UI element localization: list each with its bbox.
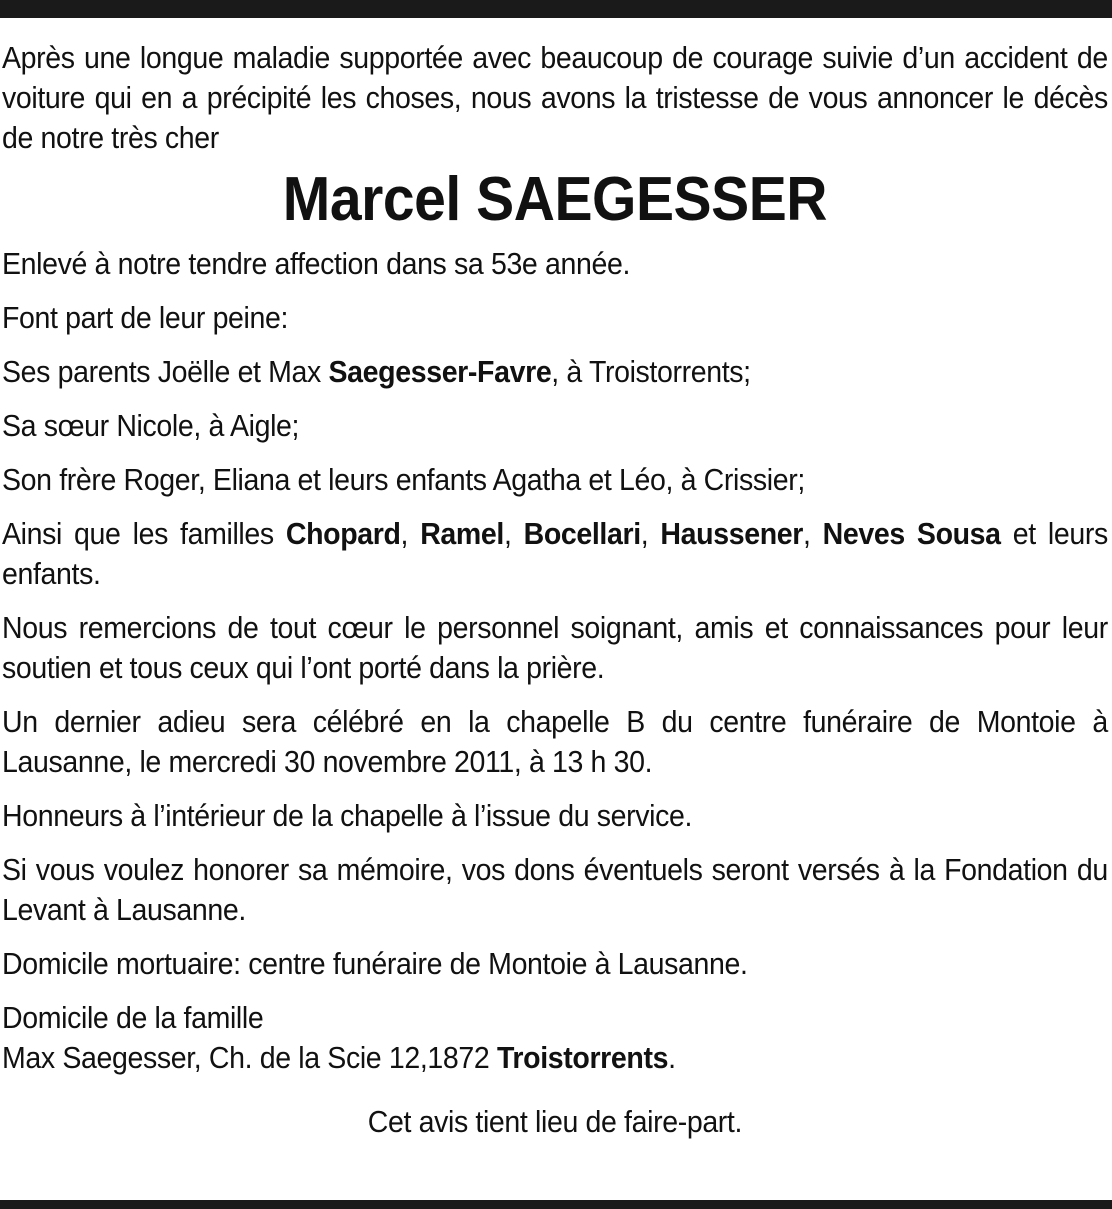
obituary-notice xyxy=(2,38,1108,1156)
family-home-suffix: . xyxy=(668,1040,676,1075)
closing-line: Cet avis tient lieu de faire-part. xyxy=(367,1104,743,1139)
family-separator: , xyxy=(802,516,823,551)
family-name: Ramel xyxy=(420,516,504,551)
bottom-rule xyxy=(0,1200,1112,1209)
family-home-address: Max Saegesser, Ch. de la Scie 12,1872 xyxy=(2,1040,497,1075)
family-home-town: Troistorrents xyxy=(496,1040,669,1075)
intro-paragraph: Après une longue maladie supportée avec beaucoup de courage suivie d’un accident de voiture qui en a précipité les choses, nous avons la tristesse de vous annoncer le décès de notre très cher xyxy=(2,40,1108,155)
ceremony-paragraph: Un dernier adieu sera célébré en la chapelle B du centre funéraire de Montoie à Lausanne, le mercredi 30 novembre 2011, à 13 h 30. xyxy=(2,704,1108,779)
top-rule xyxy=(0,0,1112,18)
sister-line: Sa sœur Nicole, à Aigle; xyxy=(2,408,300,443)
age-line: Enlevé à notre tendre affection dans sa 53e année. xyxy=(2,246,631,281)
font-part-line: Font part de leur peine: xyxy=(2,300,289,335)
mortuary-line: Domicile mortuaire: centre funéraire de Montoie à Lausanne. xyxy=(2,946,748,981)
parents-prefix: Ses parents Joëlle et Max xyxy=(2,354,329,389)
families-suffix: et leurs enfants. xyxy=(2,516,1108,591)
thanks-paragraph: Nous remercions de tout cœur le personnel soignant, amis et connaissances pour leur soutien et tous ceux qui l’ont porté dans la prière. xyxy=(2,610,1108,685)
brother-line: Son frère Roger, Eliana et leurs enfants Agatha et Léo, à Crissier; xyxy=(2,462,805,497)
family-home-label: Domicile de la famille xyxy=(2,1000,264,1035)
family-separator: , xyxy=(503,516,524,551)
parents-surname: Saegesser-Favre xyxy=(328,354,552,389)
family-name: Neves Sousa xyxy=(822,516,1001,551)
parents-line xyxy=(2,352,1108,392)
deceased-name: Marcel SAEGESSER xyxy=(282,165,828,234)
family-home-block xyxy=(2,998,1108,1078)
family-name: Bocellari xyxy=(523,516,641,551)
donations-paragraph: Si vous voulez honorer sa mémoire, vos dons éventuels seront versés à la Fondation du Levant à Lausanne. xyxy=(2,852,1108,927)
family-separator: , xyxy=(400,516,421,551)
family-separator: , xyxy=(640,516,661,551)
parents-suffix: , à Troistorrents; xyxy=(551,354,751,389)
honours-line: Honneurs à l’intérieur de la chapelle à l’issue du service. xyxy=(2,798,693,833)
family-name: Chopard xyxy=(285,516,401,551)
family-name: Haussener xyxy=(660,516,803,551)
families-line xyxy=(2,514,1108,594)
families-prefix: Ainsi que les familles xyxy=(2,516,286,551)
